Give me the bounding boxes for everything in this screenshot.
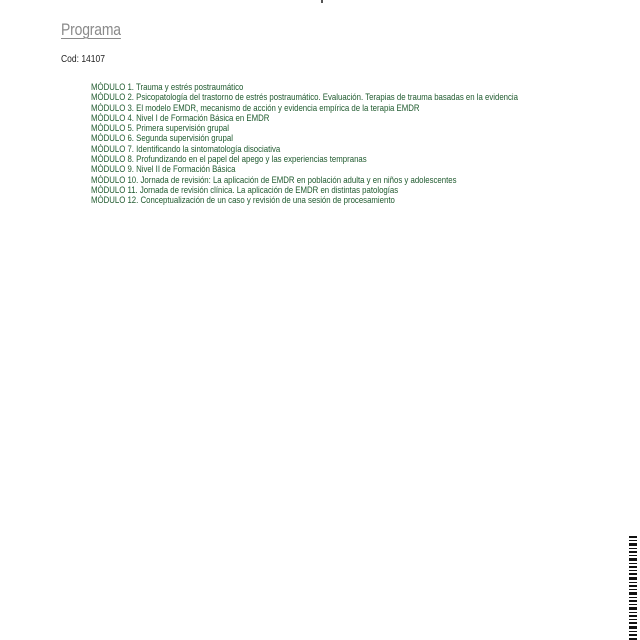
top-page-mark xyxy=(321,0,323,3)
module-item: MÓDULO 9. Nivel II de Formación Básica xyxy=(91,164,236,175)
module-item: MÓDULO 10. Jornada de revisión: La aplicación de EMDR en población adulta y en niños y adolescentes xyxy=(91,174,457,185)
module-item: MÓDULO 3. El modelo EMDR, mecanismo de acción y evidencia empírica de la terapia EMDR xyxy=(91,102,420,113)
module-list xyxy=(91,82,593,206)
module-item: MÓDULO 12. Conceptualización de un caso y revisión de una sesión de procesamiento xyxy=(91,195,395,206)
module-item: MÓDULO 8. Profundizando en el papel del apego y las experiencias tempranas xyxy=(91,154,367,165)
module-item: MÓDULO 11. Jornada de revisión clínica. La aplicación de EMDR en distintas patologías xyxy=(91,184,399,195)
course-code: Cod: 14107 xyxy=(61,54,105,65)
module-item: MÓDULO 5. Primera supervisión grupal xyxy=(91,123,230,134)
module-item: MÓDULO 7. Identificando la sintomatología disociativa xyxy=(91,143,281,154)
page-title: Programa xyxy=(61,20,121,39)
module-item: MÓDULO 6. Segunda supervisión grupal xyxy=(91,133,233,144)
module-item: MÓDULO 1. Trauma y estrés postraumático xyxy=(91,82,244,92)
module-item: MÓDULO 4. Nivel I de Formación Básica en EMDR xyxy=(91,112,270,123)
module-item: MÓDULO 2. Psicopatología del trastorno de estrés postraumático. Evaluación. Terapias de trauma basadas en la evidencia xyxy=(91,92,519,103)
barcode xyxy=(629,536,637,640)
